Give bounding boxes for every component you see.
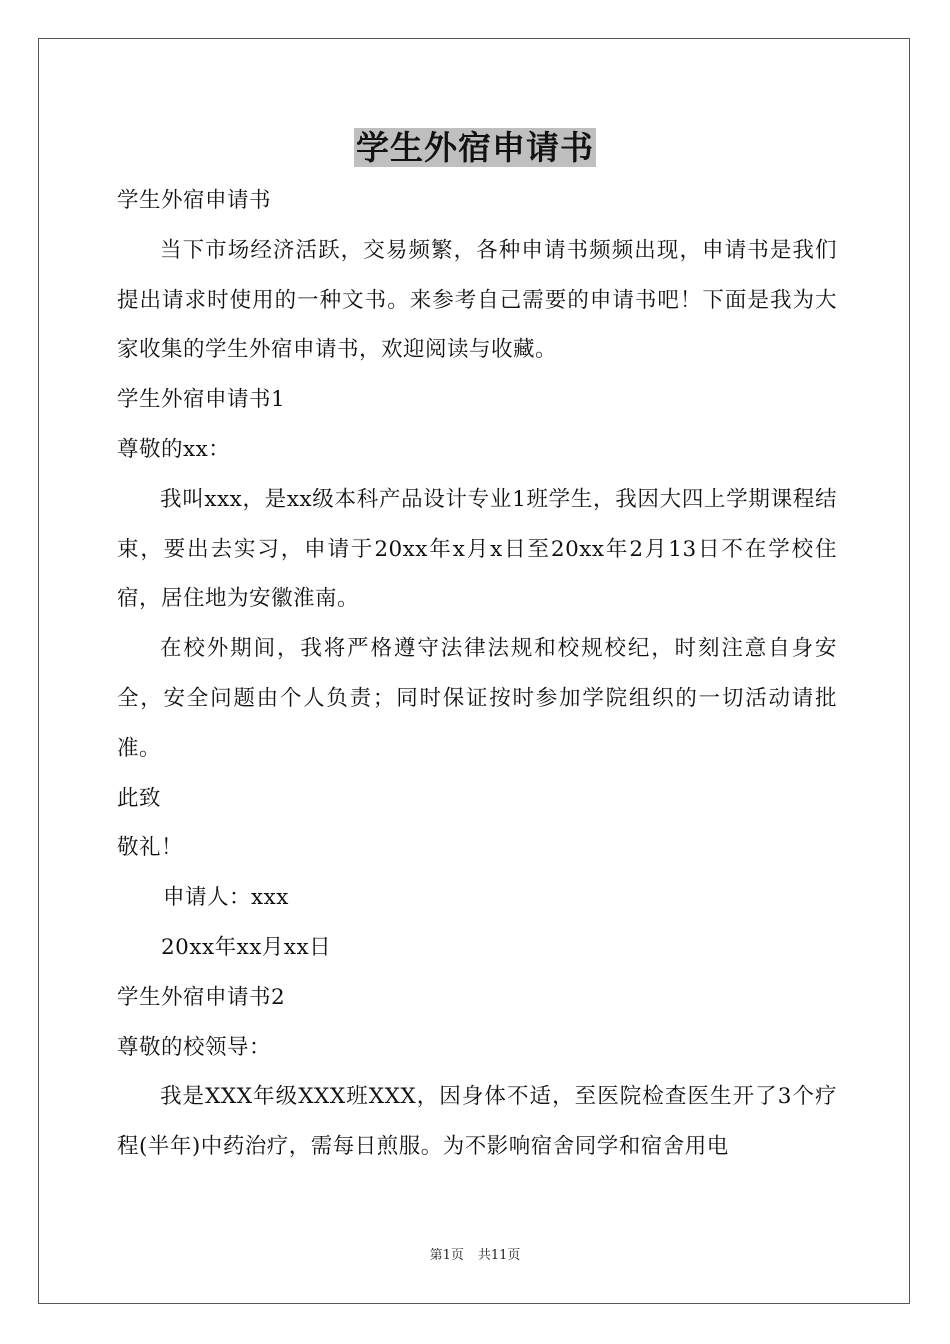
page-number: 第1页 [429,1248,464,1263]
page-footer [0,1246,950,1266]
document-title [0,126,950,170]
salutation: 尊敬的校领导： [117,1034,272,1060]
section-heading: 学生外宿申请书 [117,188,272,213]
document-title-text: 学生外宿申请书 [356,128,594,167]
document-body [117,176,837,1172]
salutation: 尊敬的xx： [117,436,231,462]
closing-line: 此致 [117,785,162,811]
applicant-signature: 申请人：xxx [163,885,289,911]
signature-date: 20xx年xx月xx日 [161,934,332,960]
intro-paragraph: 当下市场经济活跃，交易频繁，各种申请书频频出现，申请书是我们提出请求时使用的一种文书。来参考自己需要的申请书吧！下面是我为大家收集的学生外宿申请书，欢迎阅读与收藏。 [117,237,837,363]
body-paragraph: 我是XXX年级XXX班XXX，因身体不适，至医院检查医生开了3个疗程(半年)中药治疗，需每日煎服。为不影响宿舍同学和宿舍用电 [117,1084,837,1160]
closing-regards: 敬礼！ [117,835,184,861]
body-paragraph: 在校外期间，我将严格遵守法律法规和校规校纪，时刻注意自身安全，安全问题由个人负责；同时保证按时参加学院组织的一切活动请批准。 [117,636,837,761]
body-paragraph: 我叫xxx，是xx级本科产品设计专业1班学生，我因大四上学期课程结束，要出去实习，申请于20xx年x月x日至20xx年2月13日不在学校住宿，居住地为安徽淮南。 [117,486,837,612]
page-total: 共11页 [477,1248,521,1263]
section-heading-1: 学生外宿申请书1 [117,387,286,413]
section-heading-2: 学生外宿申请书2 [117,984,286,1010]
